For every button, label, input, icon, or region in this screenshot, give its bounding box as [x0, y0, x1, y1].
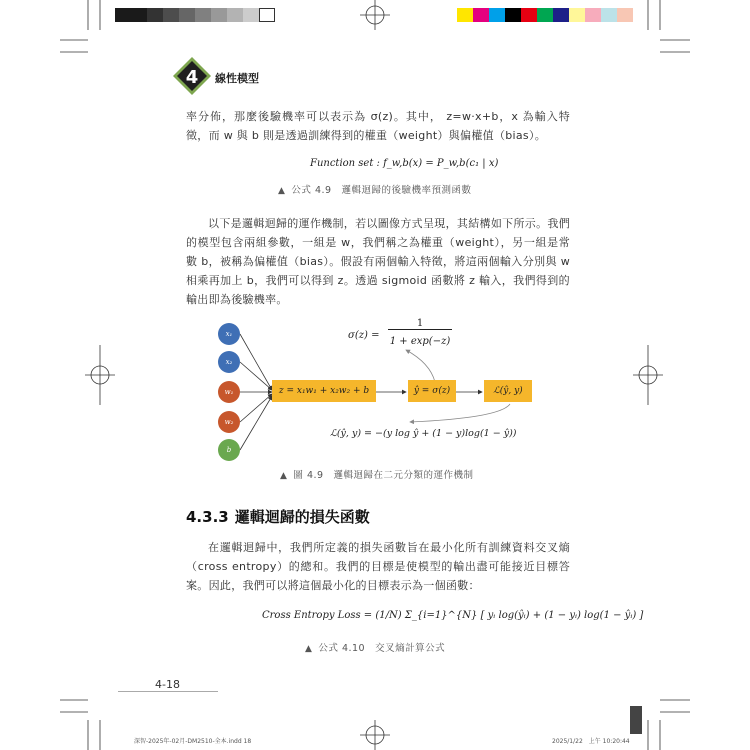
caption-formula-4-9-text: 公式 4.9 邏輯迴歸的後驗機率預測函數	[291, 185, 472, 196]
loss-equation: ℒ(ŷ, y) = −(y log ŷ + (1 − y)log(1 − ŷ))	[330, 428, 517, 439]
node-w1: w₁	[218, 381, 240, 403]
paragraph-1: 率分佈，那麼後驗機率可以表示為 σ(z)。其中， z=w·x+b，x 為輸入特徵，而 w 與 b 則是透過訓練得到的權重（weight）與偏權值（bias）。	[186, 110, 570, 142]
footer-file-info: 深智-2025年-02月-DM2510-全本.indd 18	[134, 738, 252, 745]
caption-figure-4-9-text: 圖 4.9 邏輯迴歸在二元分類的運作機制	[293, 470, 474, 481]
sigma-denominator: 1 + exp(−z)	[389, 336, 451, 347]
chapter-number: 4	[185, 67, 199, 88]
page-number-rule	[118, 691, 218, 692]
formula-4-9-text: Function set : f_w,b(x) = P_w,b(c₁ | x)	[310, 158, 499, 169]
caption-figure-4-9	[280, 467, 474, 481]
z-box: z = x₁w₁ + x₂w₂ + b	[272, 380, 376, 402]
sigma-equation-lhs: σ(z) =	[348, 330, 380, 341]
caption-formula-4-10-text: 公式 4.10 交叉熵計算公式	[318, 643, 446, 654]
node-x1: x₁	[218, 323, 240, 345]
formula-4-9	[310, 158, 498, 169]
loss-box: ℒ(ŷ, y)	[484, 380, 532, 402]
footer-timestamp: 2025/1/22 上午 10:20:44	[552, 738, 630, 745]
caption-formula-4-10	[305, 640, 445, 654]
caption-formula-4-9	[278, 182, 472, 196]
chapter-title: 線性模型	[215, 72, 259, 85]
node-x2: x₂	[218, 351, 240, 373]
triangle-icon: ▲	[305, 644, 313, 654]
section-number: 4.3.3	[186, 508, 229, 526]
formula-4-10-text: Cross Entropy Loss = (1/N) Σ_{i=1}^{N} [ yᵢ log(ŷᵢ) + (1 − yᵢ) log(1 − ŷᵢ) ]	[262, 610, 644, 621]
yhat-box: ŷ = σ(z)	[408, 380, 456, 402]
node-b: b	[218, 439, 240, 461]
logistic-regression-diagram	[210, 318, 550, 463]
section-title: 邏輯迴歸的損失函數	[234, 508, 370, 526]
triangle-icon: ▲	[278, 186, 286, 196]
paragraph-2: 以下是邏輯迴歸的運作機制，若以圖像方式呈現，其結構如下所示。我們的模型包含兩組參數，一組是 w，我們稱之為權重（weight），另一組是常數 b，被稱為偏權值（bias）。假設有兩個輸入特徵，將這兩個輸入分別與 w 相乘再加上 b，我們可以得到 z。透過 sigmoid 函數將 z 輸入，我們得到的輸出即為後驗機率。	[186, 217, 570, 306]
page-number: 4-18	[155, 678, 180, 691]
triangle-icon: ▲	[280, 471, 288, 481]
section-heading	[186, 506, 370, 527]
formula-4-10	[262, 610, 643, 621]
paragraph-3: 在邏輯迴歸中，我們所定義的損失函數旨在最小化所有訓練資料交叉熵（cross entropy）的總和。我們的目標是使模型的輸出盡可能接近目標答案。因此，我們可以將這個最小化的目標表示為一個函數：	[186, 541, 570, 592]
node-w2: w₂	[218, 411, 240, 433]
chapter-badge	[172, 56, 212, 96]
sigma-numerator: 1	[388, 318, 452, 330]
